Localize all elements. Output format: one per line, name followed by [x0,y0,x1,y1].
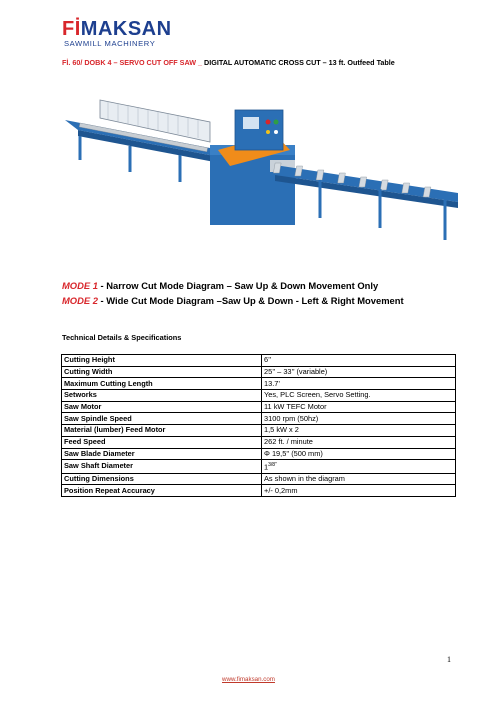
outfeed-roller-table [273,163,458,240]
mode-2-line: MODE 2 - Wide Cut Mode Diagram –Saw Up & Down - Left & Right Movement [62,295,404,306]
table-row: Cutting Width 25’’ – 33’’ (variable) [62,366,456,378]
machine-photo [60,90,460,250]
specs-heading: Technical Details & Specifications [62,333,182,342]
table-row: Saw Blade Diameter Φ 19,5'' (500 mm) [62,448,456,460]
page-number: 1 [447,655,451,664]
mode-1-line: MODE 1 - Narrow Cut Mode Diagram – Saw Up & Down Movement Only [62,280,379,291]
table-row: Cutting Dimensions As shown in the diagram [62,473,456,485]
mode-descriptions [62,278,404,308]
specs-table [61,354,456,497]
website-link[interactable]: www.fimaksan.com [222,676,275,683]
table-row: Maximum Cutting Length 13.7’ [62,378,456,390]
control-cabinet [235,110,283,150]
logo-subtitle: SAWMILL MACHINERY [64,39,156,48]
table-row: Saw Shaft Diameter $1^{3/8’’}$ [62,460,456,473]
table-row: Material (lumber) Feed Motor 1,5 kW x 2 [62,425,456,437]
table-row: Setworks Yes, PLC Screen, Servo Setting. [62,390,456,402]
company-logo [62,19,182,49]
product-title [62,58,462,67]
table-row: Feed Speed 262 ft. / minute [62,436,456,448]
table-row: Saw Motor 11 kW TEFC Motor [62,401,456,413]
product-code: Fİ. 60/ DOBK 4 – SERVO CUT OFF SAW _ [62,58,203,67]
product-description: DIGITAL AUTOMATIC CROSS CUT – 13 ft. Outfeed Table [202,58,395,67]
table-row: Position Repeat Accuracy +/- 0,2mm [62,485,456,497]
table-row: Saw Spindle Speed 3100 rpm (50hz) [62,413,456,425]
logo-wordmark: FİMAKSAN [62,18,172,40]
table-row: Cutting Height 6’’ [62,355,456,367]
